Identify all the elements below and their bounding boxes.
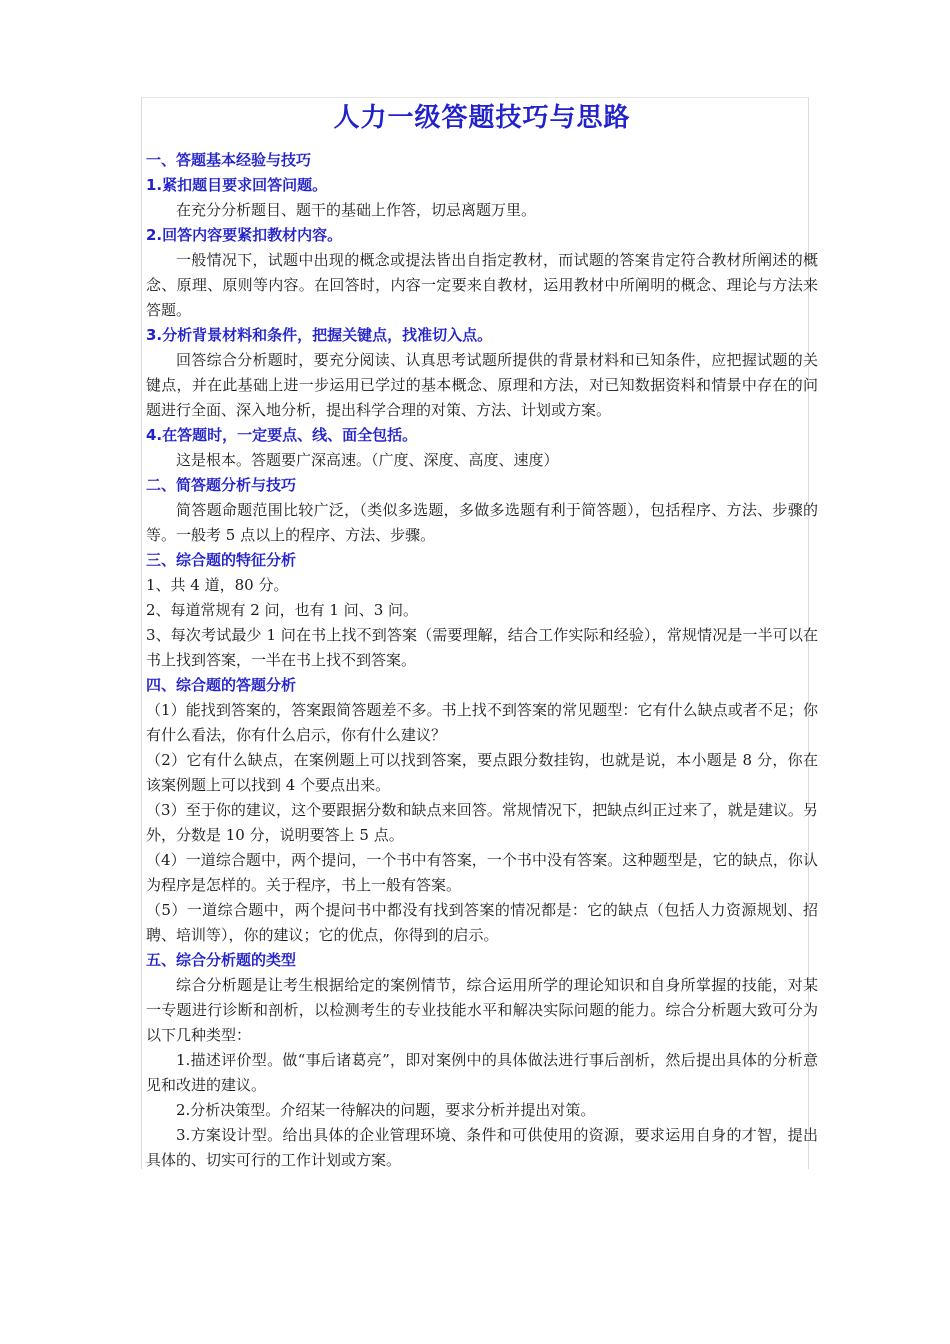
section-4 xyxy=(146,673,818,948)
section-heading: 五、综合分析题的类型 xyxy=(146,951,297,969)
list-item: （5）一道综合题中，两个提问书中都没有找到答案的情况都是：它的缺点（包括人力资源规划、招聘、培训等），你的建议；它的优点，你得到的启示。 xyxy=(146,901,818,944)
list-item: （2）它有什么缺点，在案例题上可以找到答案，要点跟分数挂钩，也就是说，本小题是 8 分，你在该案例题上可以找到 4 个要点出来。 xyxy=(146,751,818,794)
section-body: 简答题命题范围比较广泛，（类似多选题，多做多选题有利于简答题），包括程序、方法、步骤的等。一般考 5 点以上的程序、方法、步骤。 xyxy=(146,501,818,544)
section-heading: 一、答题基本经验与技巧 xyxy=(146,151,312,169)
document-title: 人力一级答题技巧与思路 xyxy=(333,103,631,133)
section-5 xyxy=(146,948,818,1173)
list-item: （4）一道综合题中，两个提问，一个书中有答案，一个书中没有答案。这种题型是，它的缺点，你认为程序是怎样的。关于程序，书上一般有答案。 xyxy=(146,851,818,894)
list-item: 3、每次考试最少 1 问在书上找不到答案（需要理解，结合工作实际和经验），常规情况是一半可以在书上找到答案，一半在书上找不到答案。 xyxy=(146,626,818,669)
section-intro: 综合分析题是让考生根据给定的案例情节，综合运用所学的理论知识和自身所掌握的技能，对某一专题进行诊断和剖析，以检测考生的专业技能水平和解决实际问题的能力。综合分析题大致可分为以下几种类型： xyxy=(146,976,818,1044)
item-body: 回答综合分析题时，要充分阅读、认真思考试题所提供的背景材料和已知条件，应把握试题的关键点，并在此基础上进一步运用已学过的基本概念、原理和方法，对已知数据资料和情景中存在的问题进行全面、深入地分析，提出科学合理的对策、方法、计划或方案。 xyxy=(146,351,818,419)
item-body: 这是根本。答题要广深高速。（广度、深度、高度、速度） xyxy=(176,451,559,469)
section-3 xyxy=(146,548,818,673)
list-item: 2、每道常规有 2 问，也有 1 问、3 问。 xyxy=(146,601,419,619)
list-item: 1、共 4 道，80 分。 xyxy=(146,576,289,594)
type-item: 1.描述评价型。做“事后诸葛亮”，即对案例中的具体做法进行事后剖析，然后提出具体的分析意见和改进的建议。 xyxy=(146,1051,818,1094)
section-heading: 三、综合题的特征分析 xyxy=(146,551,297,569)
section-heading: 二、简答题分析与技巧 xyxy=(146,476,297,494)
item-heading: 3.分析背景材料和条件，把握关键点，找准切入点。 xyxy=(146,326,493,344)
item-heading: 2.回答内容要紧扣教材内容。 xyxy=(146,226,343,244)
item-body: 一般情况下，试题中出现的概念或提法皆出自指定教材，而试题的答案肯定符合教材所阐述的概念、原理、原则等内容。在回答时，内容一定要来自教材，运用教材中所阐明的概念、理论与方法来答题。 xyxy=(146,251,818,319)
document-page xyxy=(141,97,818,1169)
document-content xyxy=(146,98,818,1173)
section-heading: 四、综合题的答题分析 xyxy=(146,676,297,694)
section-1 xyxy=(146,148,818,473)
item-body: 在充分分析题目、题干的基础上作答，切忌离题万里。 xyxy=(176,201,537,219)
type-item: 2.分析决策型。介绍某一待解决的问题，要求分析并提出对策。 xyxy=(176,1101,596,1119)
item-heading: 1.紧扣题目要求回答问题。 xyxy=(146,176,328,194)
list-item: （3）至于你的建议，这个要跟据分数和缺点来回答。常规情况下，把缺点纠正过来了，就是建议。另外，分数是 10 分，说明要答上 5 点。 xyxy=(146,801,818,844)
type-item: 3.方案设计型。给出具体的企业管理环境、条件和可供使用的资源，要求运用自身的才智，提出具体的、切实可行的工作计划或方案。 xyxy=(146,1126,818,1169)
section-2 xyxy=(146,473,818,548)
item-heading: 4.在答题时，一定要点、线、面全包括。 xyxy=(146,426,418,444)
list-item: （1）能找到答案的，答案跟简答题差不多。书上找不到答案的常见题型：它有什么缺点或者不足；你有什么看法，你有什么启示，你有什么建议？ xyxy=(146,701,818,744)
